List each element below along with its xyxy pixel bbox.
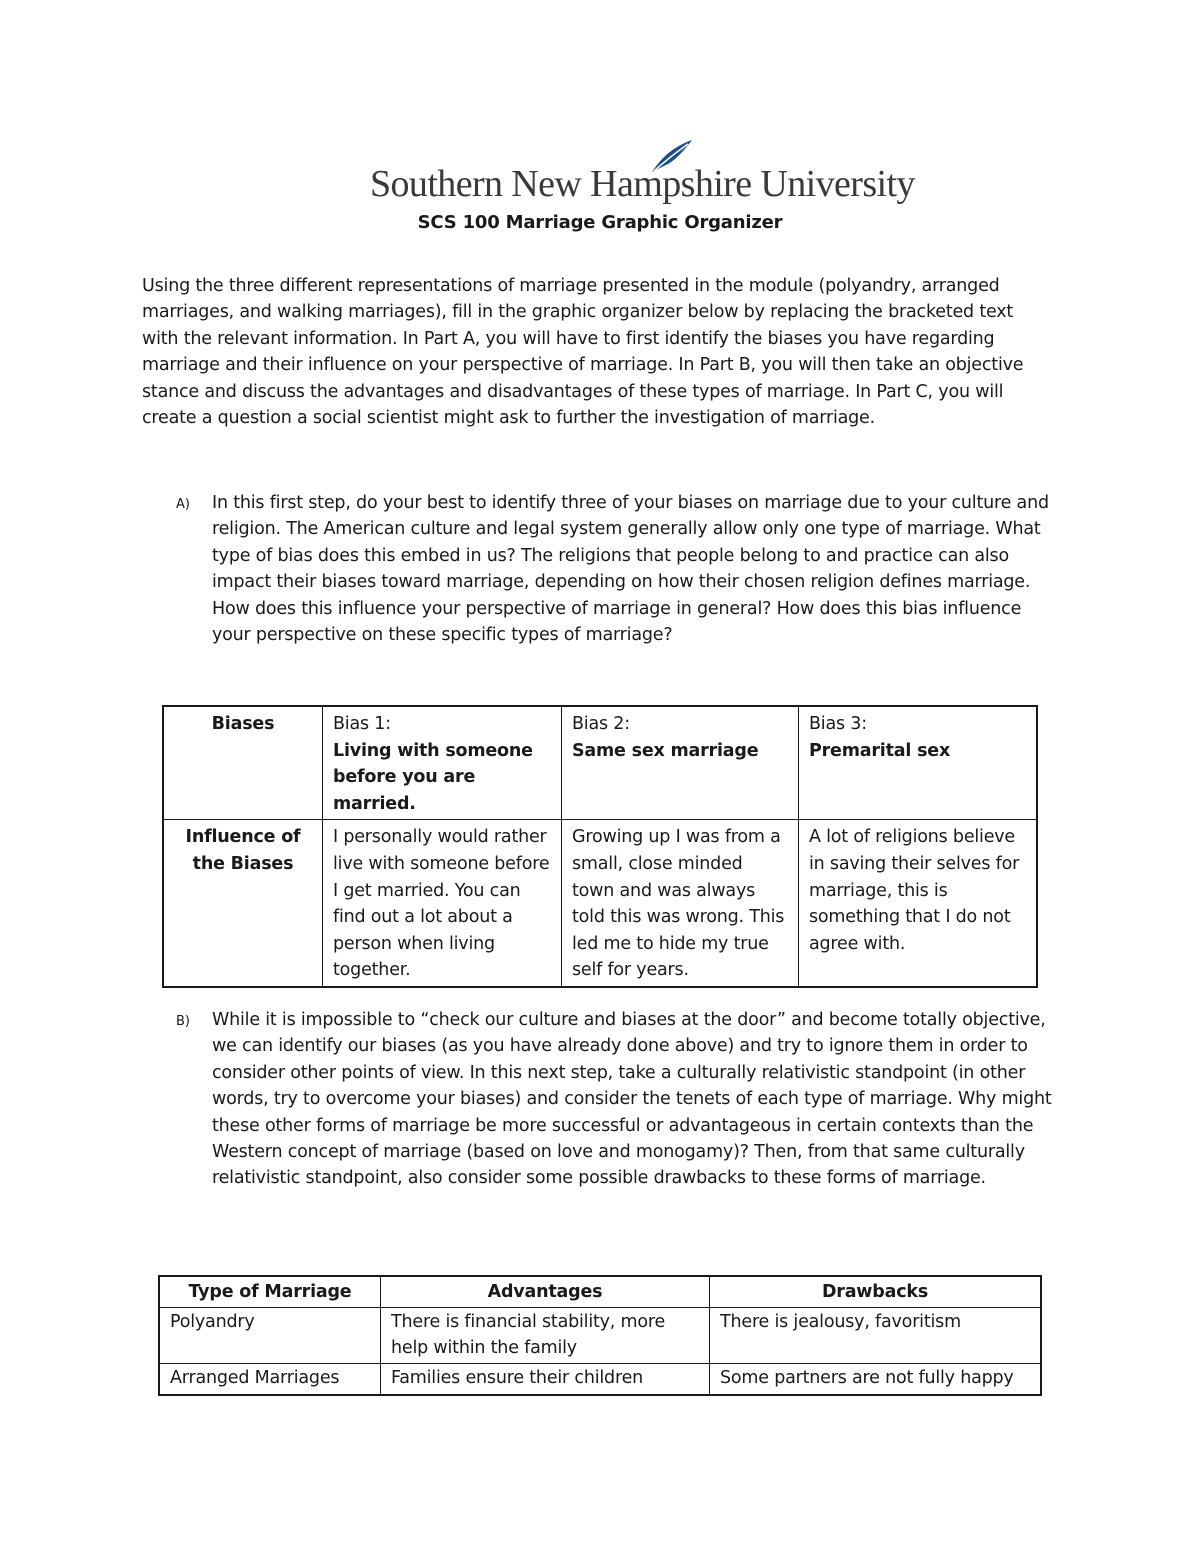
bias-1-influence: I personally would rather live with someone before I get married. You can find out a lot about a person when living together. bbox=[323, 820, 562, 987]
bias-2-cell bbox=[562, 706, 799, 820]
bias-1-name: Living with someone before you are married. bbox=[333, 740, 533, 814]
row-2-type: Arranged Marriages bbox=[159, 1364, 381, 1395]
influence-row bbox=[163, 820, 1037, 987]
bias-2-influence: Growing up I was from a small, close minded town and was always told this was wrong. This led me to hide my true self for years. bbox=[562, 820, 799, 987]
row-2-drawbacks: Some partners are not fully happy bbox=[710, 1364, 1042, 1395]
influence-row-header: Influence of the Biases bbox=[163, 820, 323, 987]
bias-3-name: Premarital sex bbox=[809, 740, 951, 761]
row-1-drawbacks: There is jealousy, favoritism bbox=[710, 1308, 1042, 1364]
bias-table bbox=[162, 705, 1038, 988]
bias-3-label: Bias 3: bbox=[809, 714, 867, 734]
bias-2-name: Same sex marriage bbox=[572, 740, 759, 761]
bias-2-label: Bias 2: bbox=[572, 714, 630, 734]
bias-row bbox=[163, 706, 1037, 820]
part-b-instructions: While it is impossible to “check our culture and biases at the door” and become totally objective, we can identify our biases (as you have already done above) and try to ignore them in order to consider other points of view. In this next step, take a culturally relativistic standpoint (in other words, try to overcome your biases) and consider the tenets of each type of marriage. Why might these other forms of marriage be more successful or advantageous in certain contexts than the Western concept of marriage (based on love and monogamy)? Then, from that same culturally relativistic standpoint, also consider some possible drawbacks to these forms of marriage. bbox=[212, 1010, 1052, 1189]
intro-paragraph: Using the three different representations of marriage presented in the module (polyandry, arranged marriages, and walking marriages), fill in the graphic organizer below by replacing the bracketed text with the relevant information. In Part A, you will have to first identify the biases you have regarding marriage and their influence on your perspective of marriage. In Part B, you will then take an objective stance and discuss the advantages and disadvantages of these types of marriage. In Part C, you will create a question a social scientist might ask to further the investigation of marriage. bbox=[142, 276, 1024, 429]
part-a-label: A) bbox=[176, 497, 190, 512]
table-row bbox=[159, 1308, 1041, 1364]
bias-3-cell bbox=[799, 706, 1038, 820]
logo-wordmark: Southern New Hampshire University bbox=[370, 163, 915, 205]
marriage-table-header-row bbox=[159, 1276, 1041, 1308]
quill-icon bbox=[648, 138, 698, 178]
row-2-advantages: Families ensure their children bbox=[381, 1364, 710, 1395]
university-logo bbox=[360, 138, 915, 212]
part-b-label: B) bbox=[176, 1014, 190, 1029]
part-a-instructions: In this first step, do your best to identify three of your biases on marriage due to your culture and religion. The American culture and legal system generally allow only one type of marriage. What type of bias does this embed in us? The religions that people belong to and practice can also impact their biases toward marriage, depending on how their chosen religion defines marriage. How does this influence your perspective of marriage in general? How does this bias influence your perspective on these specific types of marriage? bbox=[212, 493, 1049, 646]
bias-3-influence: A lot of religions believe in saving their selves for marriage, this is something that I do not agree with. bbox=[799, 820, 1038, 987]
header-advantages: Advantages bbox=[381, 1276, 710, 1308]
marriage-table bbox=[158, 1275, 1042, 1396]
row-1-type: Polyandry bbox=[159, 1308, 381, 1364]
row-1-advantages: There is financial stability, more help within the family bbox=[381, 1308, 710, 1364]
header-drawbacks: Drawbacks bbox=[710, 1276, 1042, 1308]
bias-row-header: Biases bbox=[163, 706, 323, 820]
table-row bbox=[159, 1364, 1041, 1395]
bias-1-cell bbox=[323, 706, 562, 820]
header-type-of-marriage: Type of Marriage bbox=[159, 1276, 381, 1308]
document-title: SCS 100 Marriage Graphic Organizer bbox=[417, 212, 783, 233]
bias-1-label: Bias 1: bbox=[333, 714, 391, 734]
